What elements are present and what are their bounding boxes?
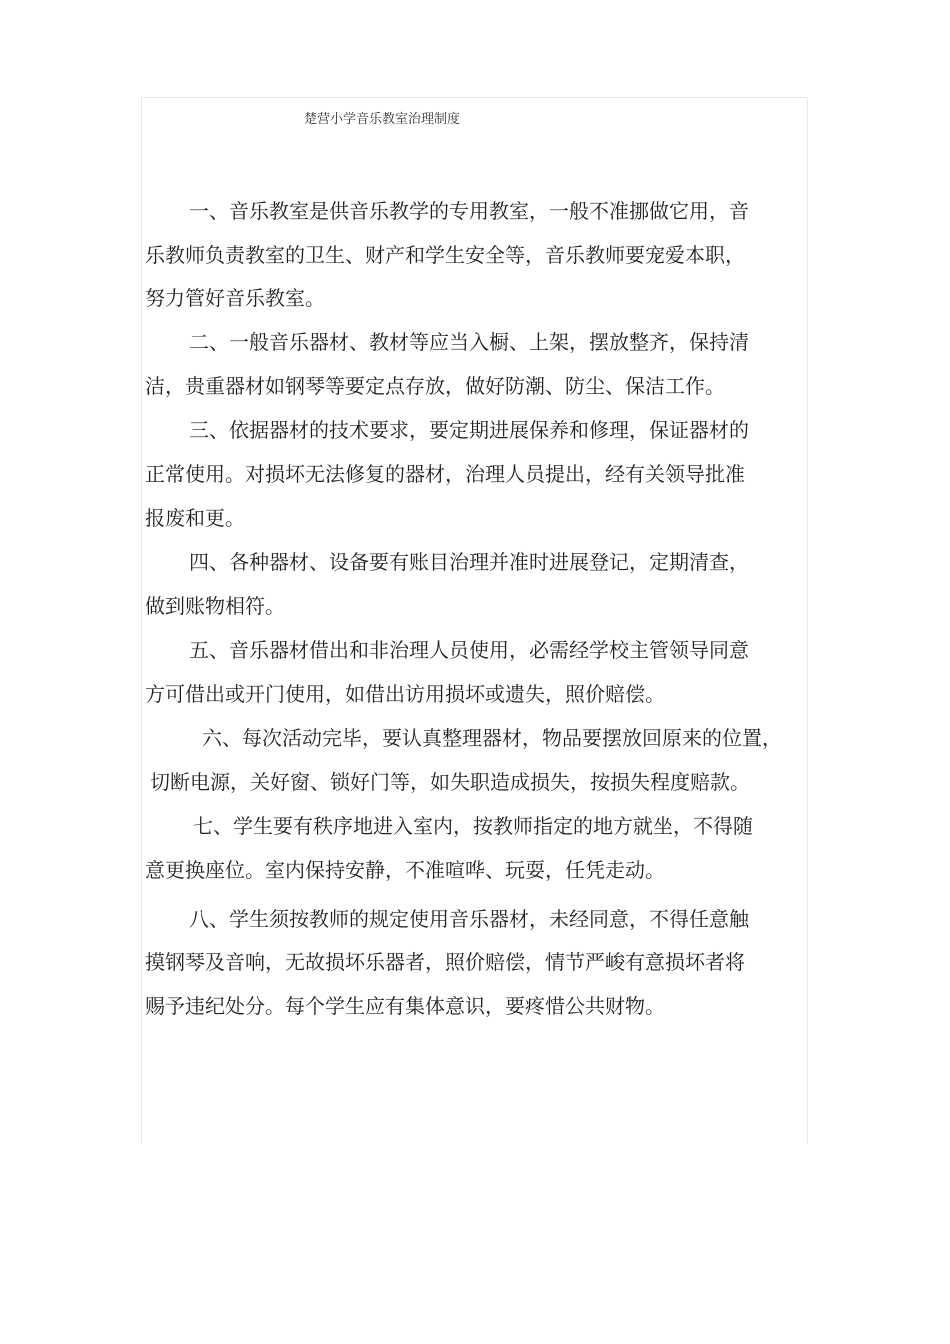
paragraph-line: 四、各种器材、设备要有账目治理并准时进展登记，定期清查， [189,550,749,574]
paragraph-line: 三、依据器材的技术要求，要定期进展保养和修理，保证器材的 [189,418,749,442]
paragraph-line: 乐教师负责教室的卫生、财产和学生安全等，音乐教师要宠爱本职， [145,243,745,267]
paragraph-line: 做到账物相符。 [145,594,285,618]
paragraph-line: 八、学生须按教师的规定使用音乐器材，未经同意，不得任意触 [189,907,749,931]
paragraph-line: 意更换座位。室内保持安静，不准喧哗、玩耍，任凭走动。 [145,858,665,882]
paragraph-line: 方可借出或开门使用，如借出访用损坏或遗失，照价赔偿。 [145,682,665,706]
paragraph-line: 摸钢琴及音响，无故损坏乐器者，照价赔偿，情节严峻有意损坏者将 [145,950,745,974]
paragraph-line: 赐予违纪处分。每个学生应有集体意识，要疼惜公共财物。 [145,994,665,1018]
document-title: 楚营小学音乐教室治理制度 [304,112,461,127]
paragraph-line: 切断电源，关好窗、锁好门等，如失职造成损失，按损失程度赔款。 [150,770,750,794]
paragraph-line: 正常使用。对损坏无法修复的器材，治理人员提出，经有关领导批准 [145,462,745,486]
paragraph-line: 七、学生要有秩序地进入室内，按教师指定的地方就坐，不得随 [193,814,753,838]
paragraph-line: 洁，贵重器材如钢琴等要定点存放，做好防潮、防尘、保洁工作。 [145,374,725,398]
paragraph-line: 六、每次活动完毕，要认真整理器材，物品要摆放回原来的位置， [202,726,782,750]
paragraph-line: 二、一般音乐器材、教材等应当入橱、上架，摆放整齐，保持清 [189,330,749,354]
paragraph-line: 五、音乐器材借出和非治理人员使用，必需经学校主管领导同意 [189,638,749,662]
paragraph-line: 努力管好音乐教室。 [145,286,325,310]
paragraph-line: 报废和更。 [145,506,245,530]
paragraph-line: 一、音乐教室是供音乐教学的专用教室，一般不准挪做它用，音 [189,199,749,223]
